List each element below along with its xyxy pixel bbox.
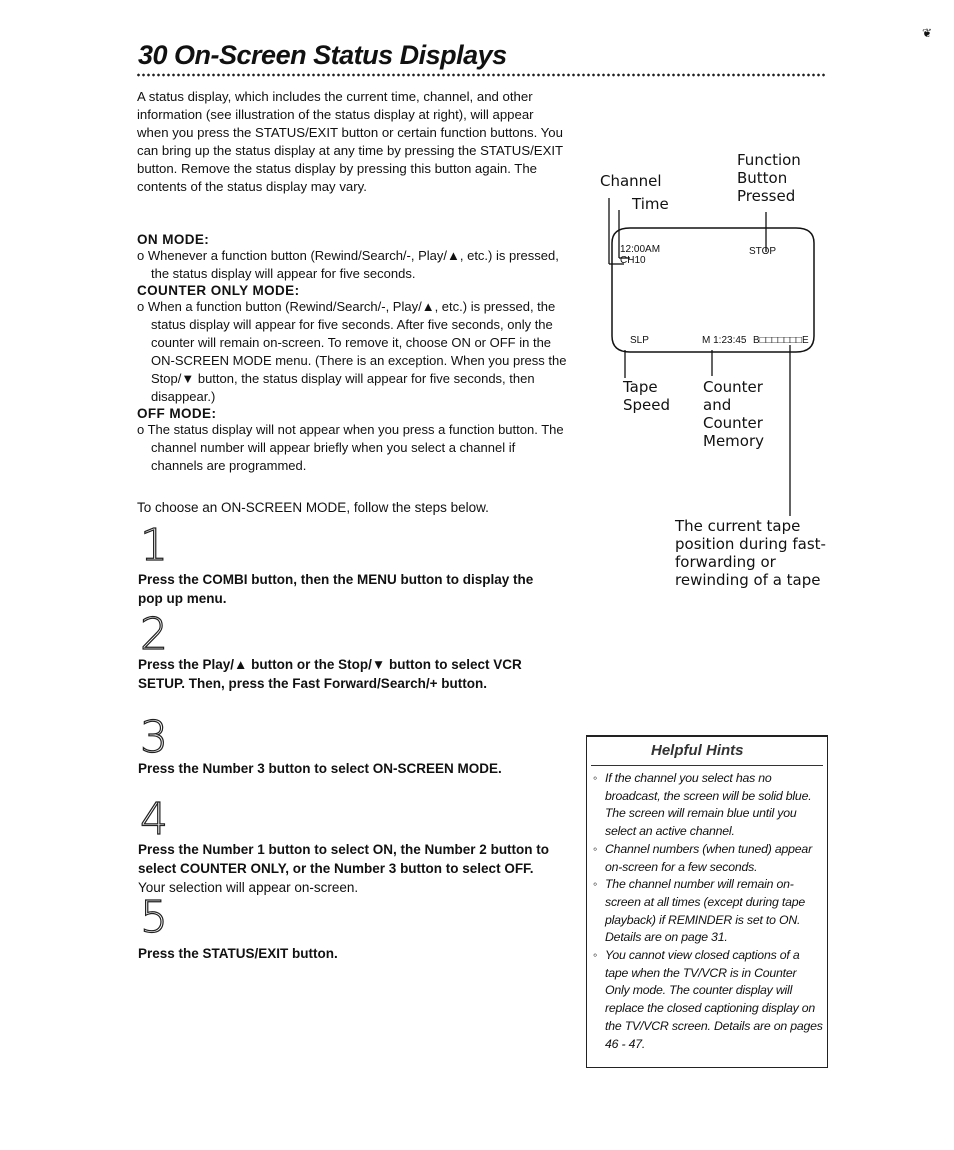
label-function-3: Pressed	[737, 187, 796, 205]
label-position-1: The current tape	[675, 517, 801, 535]
label-time: Time	[632, 195, 669, 213]
screen-speed: SLP	[630, 335, 649, 346]
hints-title: Helpful Hints	[651, 742, 744, 759]
helpful-hints-box	[586, 735, 828, 1068]
label-position-4: rewinding of a tape	[675, 571, 821, 589]
mode-heading-off: OFF MODE:	[137, 406, 217, 421]
hints-divider	[591, 765, 823, 766]
step-instruction-2: Press the Play/▲ button or the Stop/▼ button to select VCR SETUP. Then, press the Fast Forward/Search/+ button.	[138, 657, 522, 691]
step-extra-4: Your selection will appear on-screen.	[138, 880, 359, 895]
screen-channel: CH10	[620, 255, 646, 266]
mode-heading-on: ON MODE:	[137, 232, 210, 247]
step-text-1	[138, 570, 558, 608]
step-text-3	[138, 759, 558, 778]
screen-tape-bar: B□□□□□□□E	[753, 335, 809, 346]
mode-bullet-off: o The status display will not appear when you press a function button. The channel number will appear briefly when you select a channel if channels are programmed.	[137, 422, 564, 473]
step-text-4	[138, 840, 558, 897]
choose-instruction: To choose an ON-SCREEN MODE, follow the steps below.	[137, 500, 489, 515]
hint-item: ◦ If the channel you select has no broadcast, the screen will be solid blue. The screen will remain blue until you select an active channel.	[593, 770, 823, 841]
label-tape-1: Tape	[623, 378, 658, 396]
dotted-divider	[136, 73, 826, 77]
label-position-3: forwarding or	[675, 553, 776, 571]
label-function-1: Function	[737, 151, 801, 169]
label-position-2: position during fast-	[675, 535, 826, 553]
screen-counter: M 1:23:45	[702, 335, 747, 346]
mode-heading-counter-only: COUNTER ONLY MODE:	[137, 283, 300, 298]
label-function-2: Button	[737, 169, 788, 187]
screen-function: STOP	[749, 246, 777, 257]
label-counter-2: and	[703, 396, 732, 414]
label-tape-2: Speed	[623, 396, 671, 414]
label-counter-3: Counter	[703, 414, 763, 432]
step-number-4: 4	[140, 794, 168, 845]
step-instruction-3: Press the Number 3 button to select ON-SCREEN MODE.	[138, 761, 502, 776]
label-counter-4: Memory	[703, 432, 765, 450]
step-text-2	[138, 655, 558, 693]
step-number-3: 3	[140, 712, 168, 763]
hint-item: ◦ The channel number will remain on-screen at all times (except during tape playback) if REMINDER is set to ON. Details are on page 31.	[593, 876, 823, 947]
page-title: 30 On-Screen Status Displays	[138, 40, 507, 70]
mode-bullet-on: o Whenever a function button (Rewind/Search/-, Play/▲, etc.) is pressed, the status display will appear for five seconds.	[137, 248, 559, 281]
step-instruction-4: Press the Number 1 button to select ON, the Number 2 button to select COUNTER ONLY, or the Number 3 button to select OFF.	[138, 842, 550, 876]
label-channel: Channel	[600, 172, 662, 190]
step-text-5	[138, 944, 558, 963]
step-number-5: 5	[140, 892, 168, 943]
corner-ornament: ❦	[921, 26, 932, 40]
step-number-1: 1	[140, 520, 168, 571]
mode-bullet-counter-only: o When a function button (Rewind/Search/-, Play/▲, etc.) is pressed, the status display will appear for five seconds. After five seconds, only the counter will remain on-screen. To remove it, choose ON or OFF in the ON-SCREEN MODE menu. (There is an exception. When you press the Stop/▼ button, the status display will appear for five seconds, then disappear.)	[137, 299, 567, 404]
hint-item: ◦ You cannot view closed captions of a tape when the TV/VCR is in Counter Only mode. The counter display will replace the closed captioning display on the TV/VCR screen. Details are on pages 46 - 47.	[593, 947, 823, 1053]
hint-item: ◦ Channel numbers (when tuned) appear on-screen for a few seconds.	[593, 841, 823, 876]
step-instruction-5: Press the STATUS/EXIT button.	[138, 946, 338, 961]
step-instruction-1: Press the COMBI button, then the MENU button to display the pop up menu.	[138, 572, 534, 606]
intro-paragraph: A status display, which includes the current time, channel, and other information (see illustration of the status display at right), will appear when you press the STATUS/EXIT button or certain function buttons. You can bring up the status display at any time by pressing the STATUS/EXIT button. Remove the status display by pressing this button again. The contents of the status display may vary.	[137, 89, 563, 194]
status-display-diagram	[590, 140, 830, 610]
screen-time: 12:00AM	[620, 244, 661, 255]
label-counter-1: Counter	[703, 378, 763, 396]
step-number-2: 2	[140, 609, 168, 660]
mode-list	[137, 232, 567, 475]
hints-list	[587, 770, 827, 1053]
